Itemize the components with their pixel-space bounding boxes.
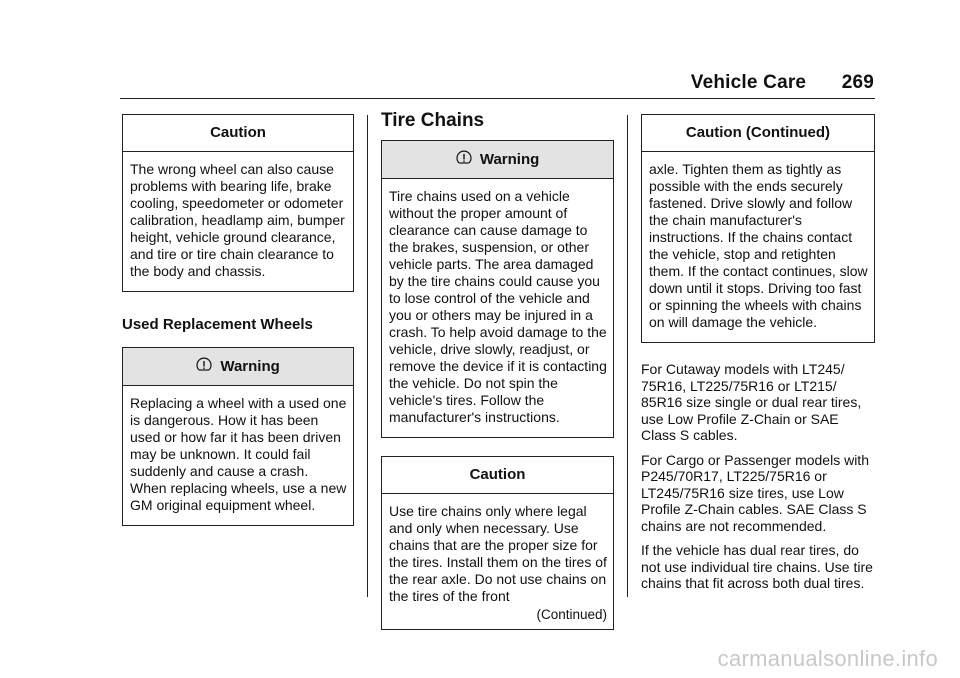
body-text bbox=[641, 361, 875, 592]
caution-continued-box bbox=[641, 114, 875, 343]
warning-box bbox=[381, 140, 614, 438]
column-2 bbox=[381, 110, 614, 630]
warning-header bbox=[382, 141, 613, 179]
paragraph-cargo: For Cargo or Passenger models with P245/70R17, LT225/75R16 or LT245/75R16 size tires, use Low Profile Z-Chain cables. SAE Class S chains are not recommended. bbox=[641, 451, 869, 534]
caution-box bbox=[122, 114, 354, 292]
warning-header bbox=[123, 348, 353, 386]
caution-text: axle. Tighten them as tightly as possible with the ends securely fastened. Drive slowly and follow the chain manufacturer's instructions. If the chains contact the vehicle, stop and retighten them. If the contact continues, slow down until it stops. Driving too fast or spinning the wheels with chains on will damage the vehicle. bbox=[649, 161, 868, 330]
subheading-used-replacement-wheels: Used Replacement Wheels bbox=[122, 316, 313, 333]
page-header bbox=[691, 72, 874, 94]
warning-title: Warning bbox=[220, 358, 280, 375]
warning-icon bbox=[456, 150, 472, 166]
column-3 bbox=[641, 114, 875, 600]
caution-text: Use tire chains only where legal and only when necessary. Use chains that are the proper size for the tires. Install them on the tires of the rear axle. Do not use chains on the tires of the front bbox=[389, 503, 607, 604]
warning-text: Tire chains used on a vehicle without the proper amount of clearance can cause damage to the brakes, suspension, or other vehicle parts. The area damaged by the tire chains could cause you to lose control of the vehicle and you or others may be injured in a crash. To help avoid damage to the vehicle, drive slowly, readjust, or remove the device if it is contacting the vehicle. Do not spin the vehicle's tires. Follow the manufacturer's instructions. bbox=[389, 188, 607, 425]
paragraph-cutaway: For Cutaway models with LT245/ 75R16, LT225/75R16 or LT215/ 85R16 size single or dual rear tires, use Low Profile Z-Chain or SAE Class S cables. bbox=[641, 361, 862, 443]
continued-label: (Continued) bbox=[536, 607, 607, 622]
section-title: Vehicle Care bbox=[690, 72, 807, 93]
caution-title: Caution bbox=[382, 457, 613, 494]
warning-box bbox=[122, 347, 354, 526]
watermark: carmanualsonline.info bbox=[717, 646, 938, 671]
page-number: 269 bbox=[841, 72, 874, 93]
warning-text: Replacing a wheel with a used one is dangerous. How it has been used or how far it has been driven may be unknown. It could fail suddenly and cause a crash. When replacing wheels, use a new GM original equipment wheel. bbox=[130, 395, 347, 513]
paragraph-dual-rear: If the vehicle has dual rear tires, do not use individual tire chains. Use tire chains that fit across both dual tires. bbox=[641, 542, 873, 591]
caution-box bbox=[381, 456, 614, 630]
caution-text: The wrong wheel can also cause problems with bearing life, brake cooling, speedometer or odometer calibration, headlamp aim, bumper height, vehicle ground clearance, and tire or tire chain clearance to the body and chassis. bbox=[130, 161, 345, 279]
caution-title: Caution (Continued) bbox=[642, 115, 874, 152]
column-divider bbox=[367, 115, 368, 597]
warning-title: Warning bbox=[479, 151, 540, 168]
caution-text-container bbox=[382, 494, 613, 629]
heading-tire-chains: Tire Chains bbox=[381, 110, 485, 131]
warning-icon bbox=[196, 357, 212, 373]
column-divider bbox=[627, 115, 628, 597]
header-rule bbox=[120, 98, 875, 99]
caution-title: Caution bbox=[123, 115, 353, 152]
column-1 bbox=[122, 114, 354, 526]
